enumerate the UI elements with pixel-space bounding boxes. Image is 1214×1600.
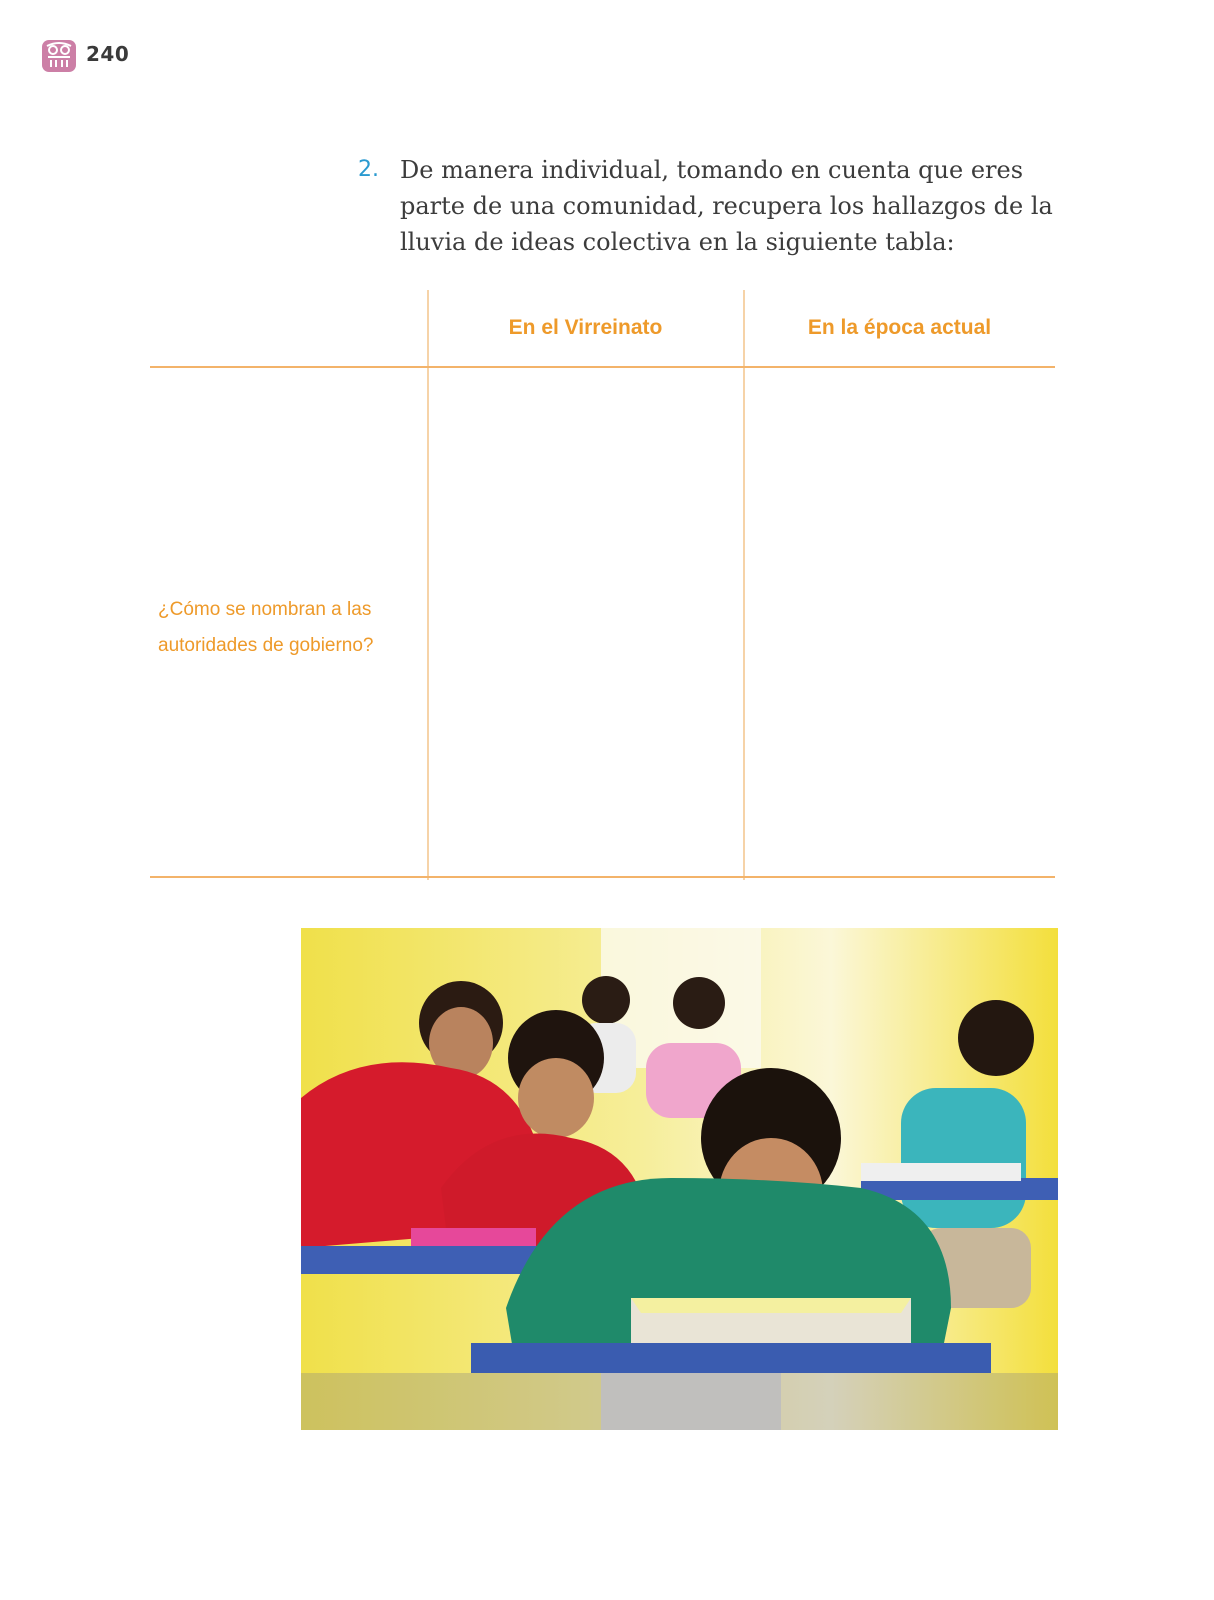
- header-rule: [150, 366, 1055, 368]
- page-number: 240: [86, 42, 130, 66]
- findings-table: [150, 290, 1055, 880]
- column-divider: [743, 290, 745, 880]
- column-header-empty: [150, 308, 427, 348]
- instruction-text: De manera individual, tomando en cuenta que eres parte de una comunidad, recupera los hallazgos de la lluvia de ideas colectiva en la siguiente tabla:: [400, 156, 1053, 256]
- instruction: [358, 152, 1058, 260]
- cell-epoca-actual-answer[interactable]: [746, 370, 1053, 874]
- aztec-glyph-icon: [42, 40, 76, 72]
- row-label-autoridades: ¿Cómo se nombran a las autoridades de gobierno?: [158, 599, 374, 656]
- bottom-rule: [150, 876, 1055, 878]
- instruction-number: 2.: [358, 157, 379, 182]
- column-header-virreinato: En el Virreinato: [508, 316, 663, 339]
- classroom-students-writing-photo: [301, 928, 1058, 1430]
- column-divider: [427, 290, 429, 880]
- cell-virreinato-answer[interactable]: [430, 370, 741, 874]
- column-header-epoca-actual: En la época actual: [807, 316, 992, 339]
